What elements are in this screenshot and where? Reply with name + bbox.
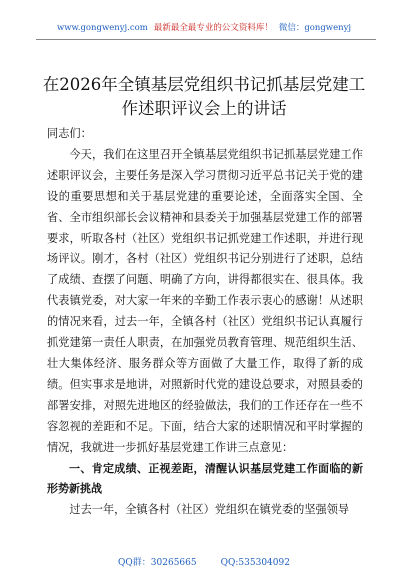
section-heading-1: 一、肯定成绩、正视差距，清醒认识基层党建工作面临的新形势新挑战: [47, 461, 363, 496]
paragraph-1: 今天，我们在这里召开全镇基层党组织书记抓基层党建工作述职评议会，主要任务是深入学习贯彻习近平总书记关于党的建设的重要思想和关于基层党建的重要论述，全面落实全国、全省、全市组织部长会议精神和县委关于加强基层党建工作的部署要求，听取各村（社区）党组织书记抓党建工作述职，并进行现场评议。刚才，各村（社区）党组织书记分别进行了述职，总结了成绩、查摆了问题、明确了方向，讲得都很实在、很具体。我代表镇党委，对大家一年来的辛勤工作表示衷心的感谢！从述职的情况来看，过去一年，全镇各村（社区）党组织书记认真履行抓党建第一责任人职责，在加强党员教育管理、规范组织生活、壮大集体经济、服务群众等方面做了大量工作，取得了新的成绩。但实事求是地讲，对照新时代党的建设总要求，对照县委的部署安排，对照先进地区的经验做法，我们的工作还存在一些不容忽视的差距和不足。下面，结合大家的述职情况和平时掌握的情况，我就进一步抓好基层党建工作讲三点意见：: [47, 147, 363, 454]
header-wechat: 微信：gongwenyj: [278, 23, 352, 33]
title-line-1: 在2026年全镇基层党组织书记抓基层党建工: [42, 75, 366, 94]
page-header: [0, 21, 408, 33]
paragraph-2: 过去一年，全镇各村（社区）党组织在镇党委的坚强领导: [69, 503, 350, 517]
header-slogan: 最新最全最专业的公文资料库！: [153, 23, 273, 33]
header-site-link[interactable]: www.gongwenyj.com: [56, 23, 148, 33]
document-title: [40, 73, 368, 121]
title-line-2: 作述职评议会上的讲话: [121, 99, 287, 118]
footer-qq-group: QQ群：30265665: [118, 558, 197, 568]
header-divider: [36, 39, 376, 40]
footer-qq: QQ:535304092: [220, 558, 290, 568]
page-footer: [0, 555, 408, 568]
document-body: [47, 124, 363, 521]
salutation: 同志们：: [47, 127, 92, 140]
